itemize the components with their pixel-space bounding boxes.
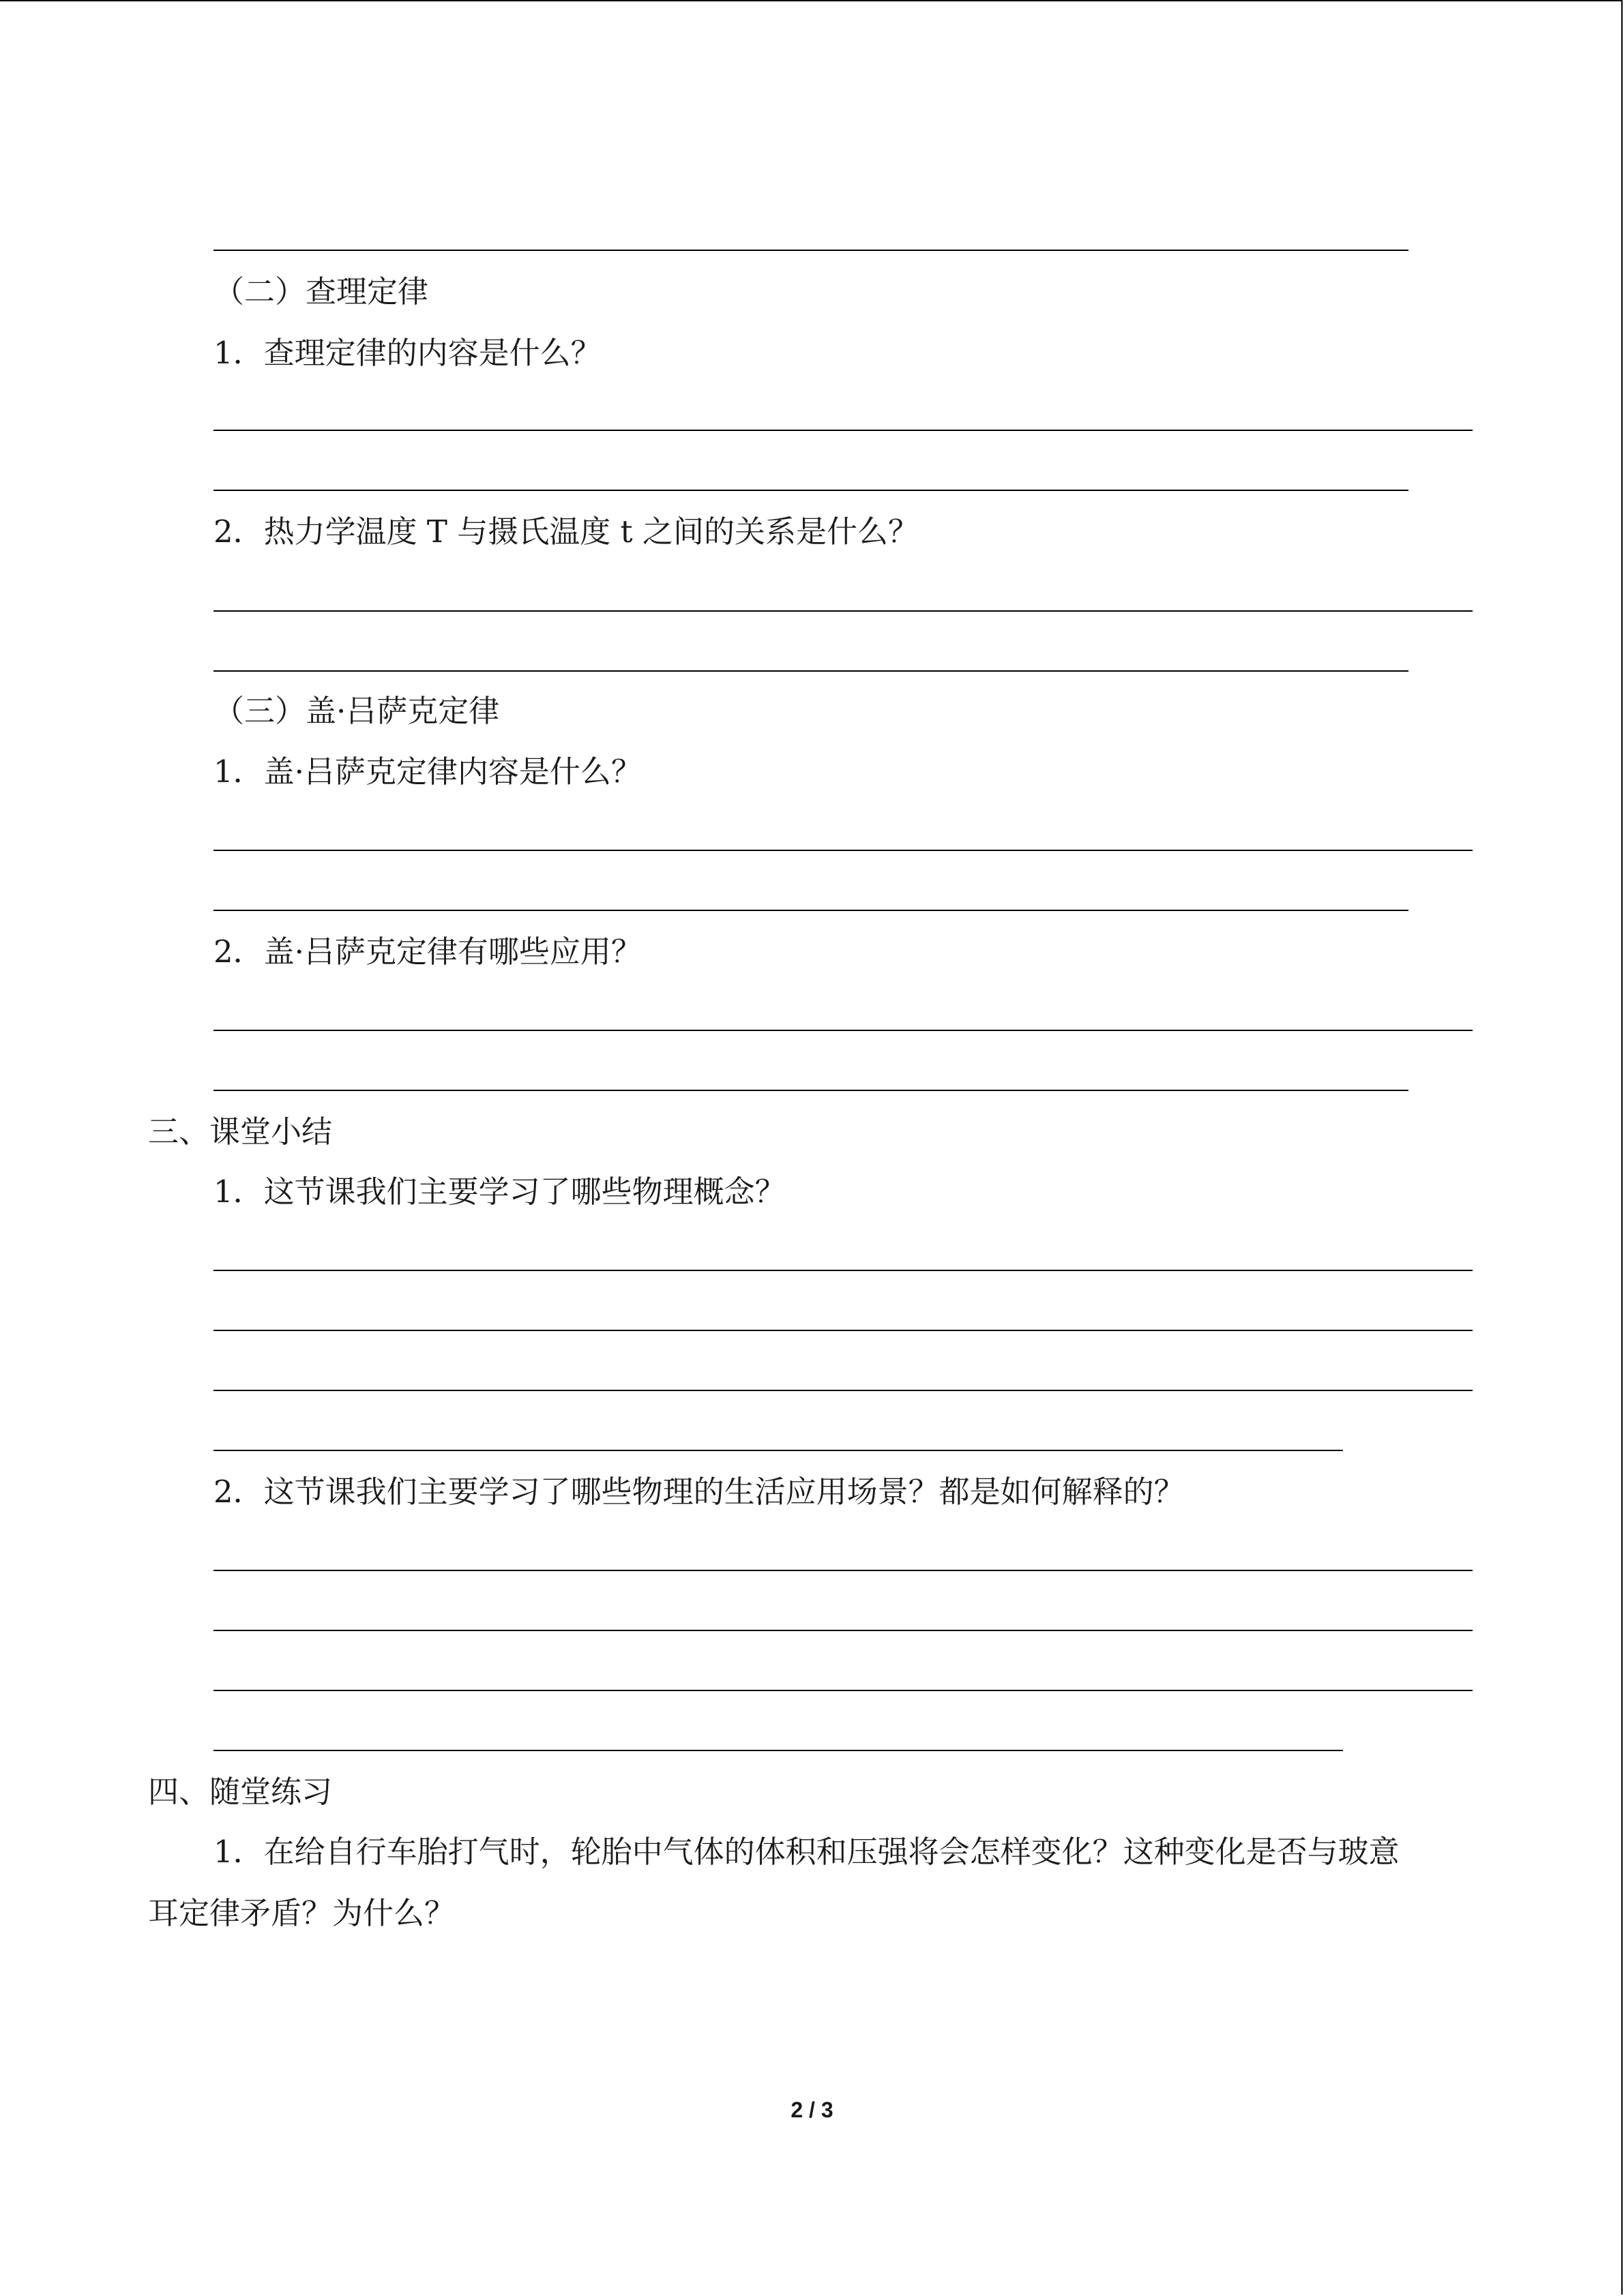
section-heading-charles: （二）查理定律 xyxy=(213,273,429,310)
question-summary-1: 1．这节课我们主要学习了哪些物理概念？ xyxy=(213,1174,786,1210)
answer-line[interactable] xyxy=(213,1330,1473,1331)
page-number: 2 / 3 xyxy=(791,2098,833,2122)
answer-line[interactable] xyxy=(213,670,1408,672)
question-charles-2: 2．热力学温度 T 与摄氏温度 t 之间的关系是什么？ xyxy=(213,513,919,550)
answer-line[interactable] xyxy=(213,850,1473,851)
answer-line[interactable] xyxy=(213,1270,1473,1271)
question-practice-1-line2: 耳定律矛盾？为什么？ xyxy=(148,1895,456,1931)
section-heading-summary: 三、课堂小结 xyxy=(148,1114,333,1150)
section-heading-practice: 四、随堂练习 xyxy=(148,1774,333,1810)
section-heading-gaylussac: （三）盖·吕萨克定律 xyxy=(213,693,500,729)
question-gaylussac-2: 2．盖·吕萨克定律有哪些应用？ xyxy=(213,934,642,970)
answer-line[interactable] xyxy=(213,250,1408,251)
answer-line[interactable] xyxy=(213,1570,1473,1571)
answer-line[interactable] xyxy=(213,1090,1408,1091)
answer-line[interactable] xyxy=(213,1450,1343,1451)
question-summary-2: 2．这节课我们主要学习了哪些物理的生活应用场景？都是如何解释的？ xyxy=(213,1474,1185,1510)
answer-line[interactable] xyxy=(213,490,1408,491)
answer-line[interactable] xyxy=(213,610,1473,612)
answer-line[interactable] xyxy=(213,1030,1473,1031)
answer-line[interactable] xyxy=(213,1690,1473,1691)
question-practice-1-line1: 1．在给自行车胎打气时，轮胎中气体的体积和压强将会怎样变化？这种变化是否与玻意 xyxy=(213,1834,1400,1870)
answer-line[interactable] xyxy=(213,910,1408,911)
question-gaylussac-1: 1．盖·吕萨克定律内容是什么？ xyxy=(213,754,642,790)
answer-line[interactable] xyxy=(213,1390,1473,1391)
answer-line[interactable] xyxy=(213,430,1473,431)
answer-line[interactable] xyxy=(213,1630,1473,1631)
answer-line[interactable] xyxy=(213,1750,1343,1751)
question-charles-1: 1．查理定律的内容是什么？ xyxy=(213,335,602,371)
